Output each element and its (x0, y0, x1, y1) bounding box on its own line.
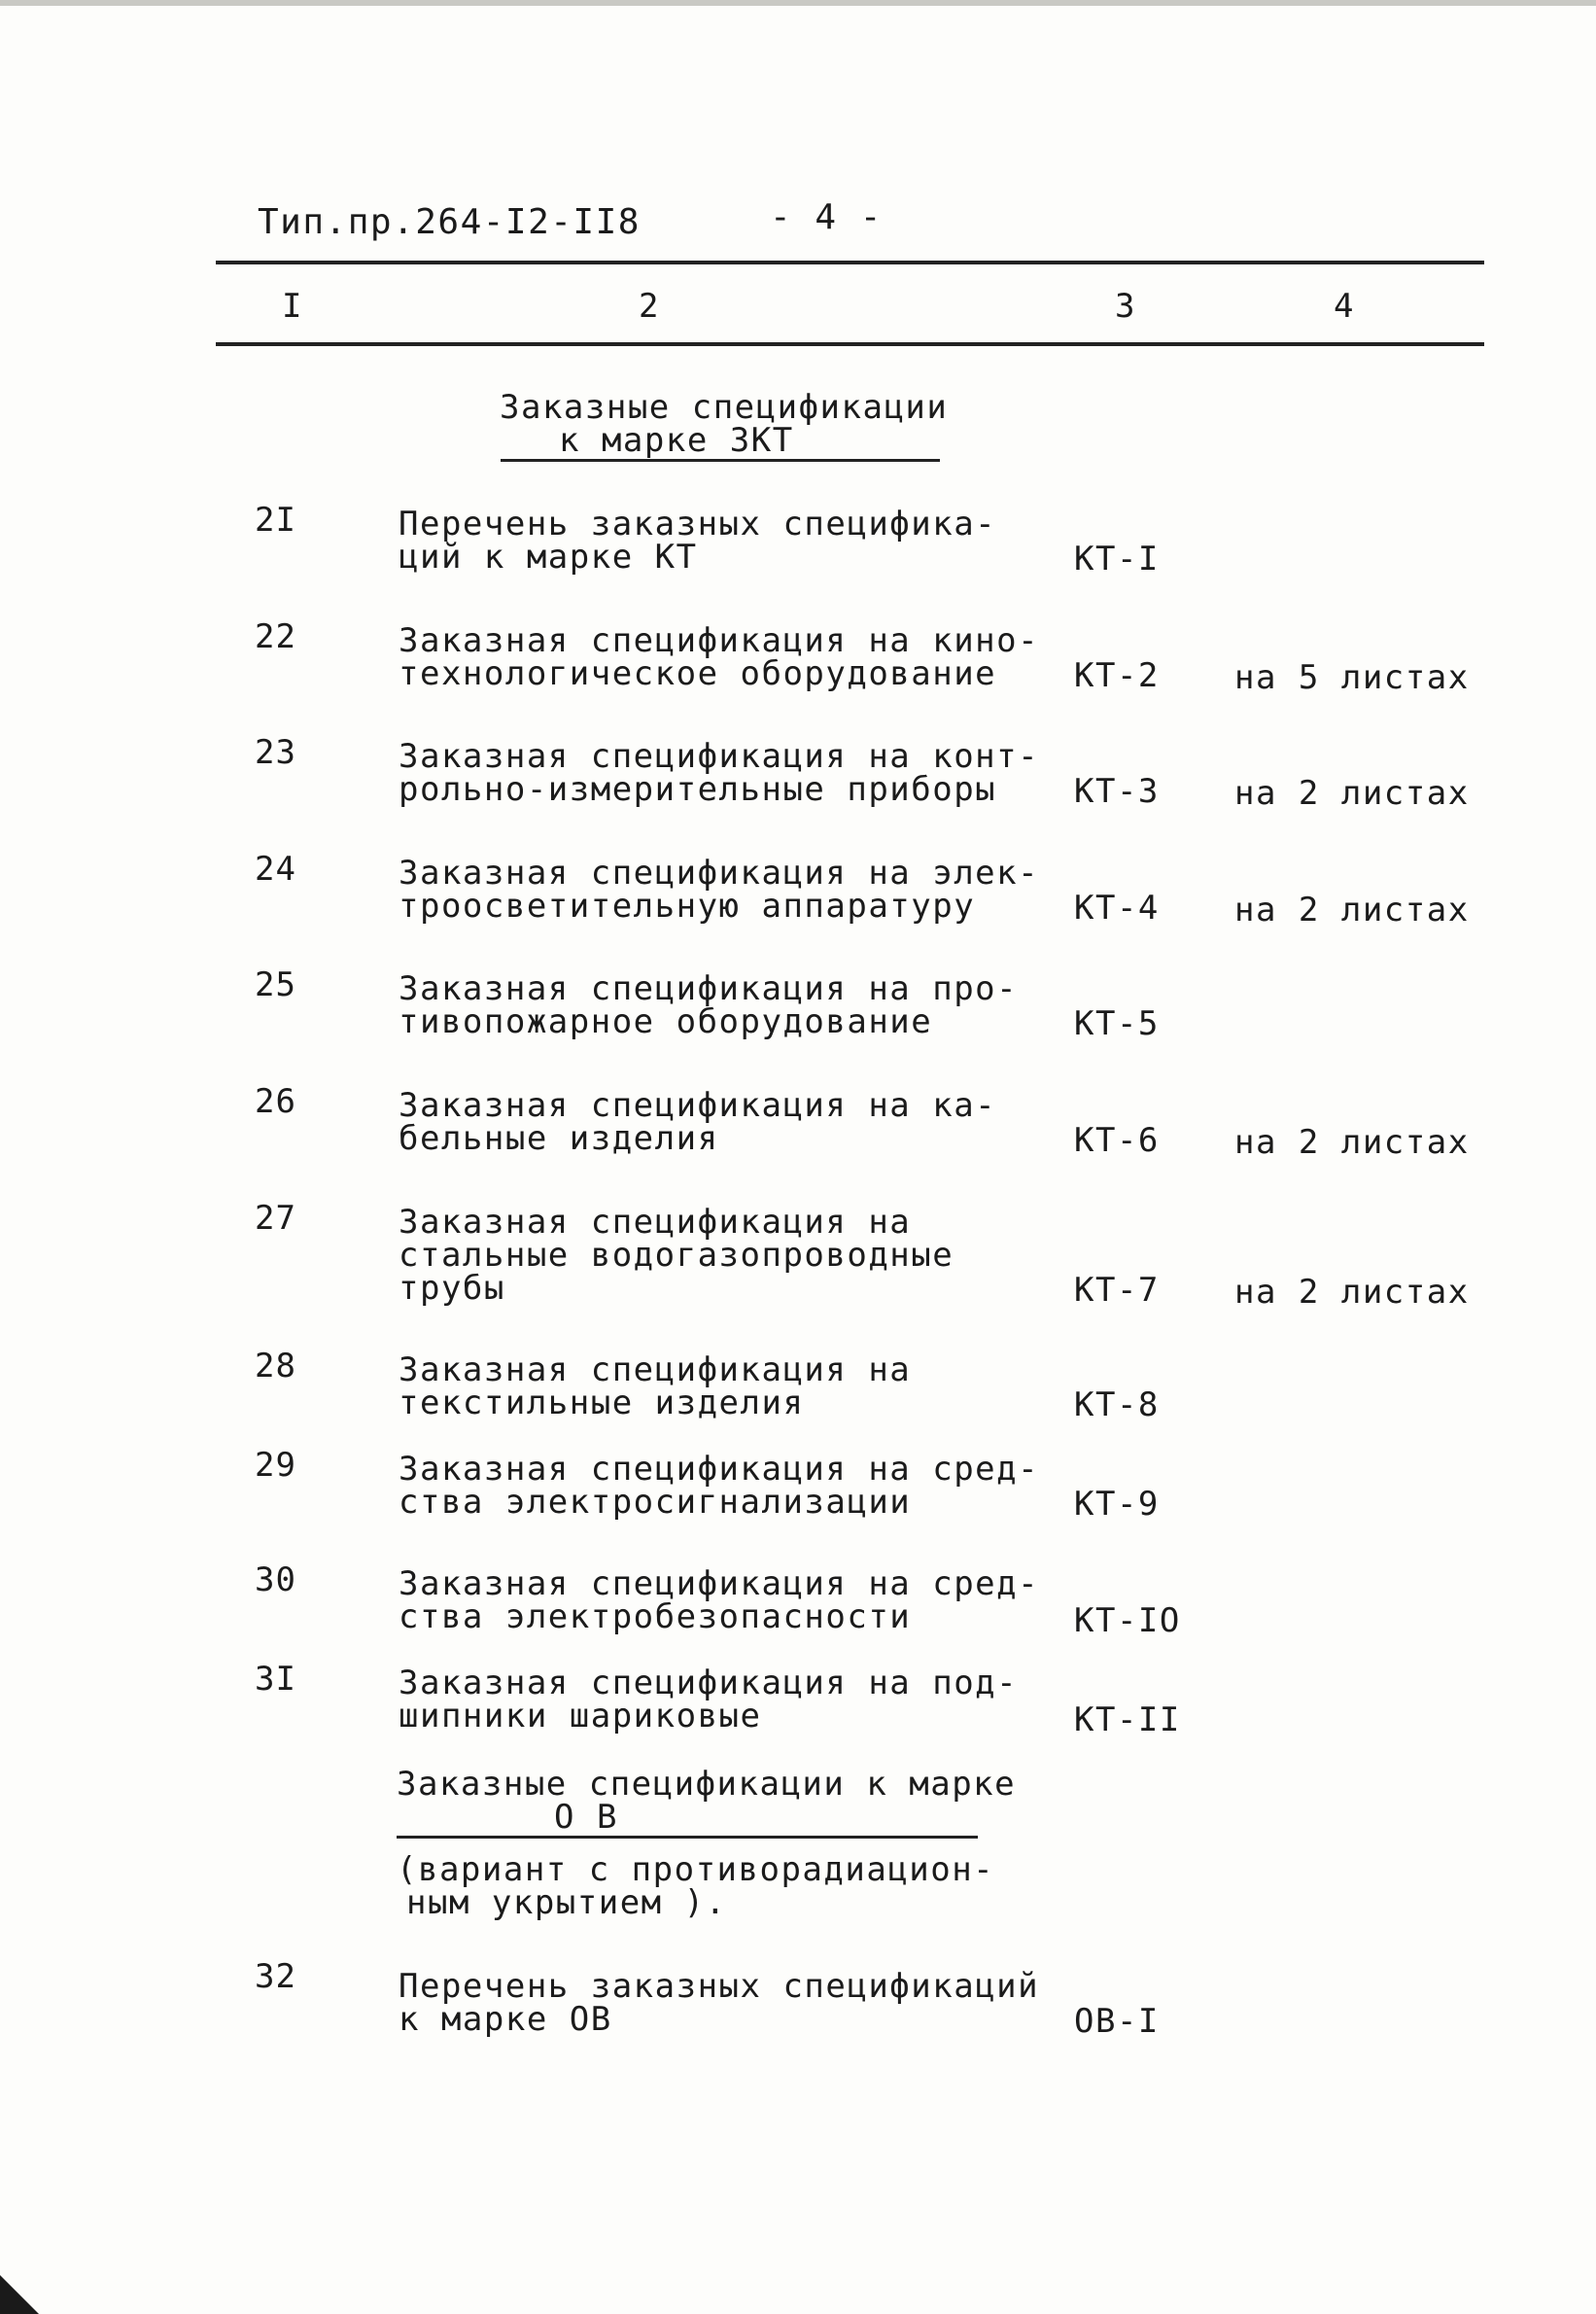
item-code: КТ-3 (1074, 772, 1160, 811)
item-number: 27 (255, 1199, 296, 1238)
item-sheets: на 5 листах (1234, 658, 1470, 697)
item-code: КТ-I (1074, 540, 1160, 578)
item-description-line: Заказная спецификация на про- (399, 969, 1019, 1008)
item-number: 28 (255, 1347, 296, 1385)
item-number: 25 (255, 965, 296, 1004)
item-number: 3I (255, 1660, 296, 1699)
item-description-line: Заказная спецификация на (399, 1203, 912, 1242)
column-2-header: 2 (639, 287, 660, 326)
scan-corner-shadow (0, 2275, 39, 2314)
item-sheets: на 2 листах (1234, 1123, 1470, 1162)
column-3-header: 3 (1115, 287, 1136, 326)
table-header-rule (216, 342, 1484, 346)
item-code: КТ-IO (1074, 1601, 1181, 1640)
item-number: 24 (255, 850, 296, 889)
item-sheets: на 2 листах (1234, 891, 1470, 929)
item-number: 2I (255, 501, 296, 540)
item-description-line: стальные водогазопроводные (399, 1236, 954, 1275)
column-1-header: I (282, 287, 303, 326)
document-reference: Тип.пр.264-I2-II8 (258, 202, 641, 242)
item-code: КТ-6 (1074, 1121, 1160, 1160)
section-ov-note: (вариант с противорадиацион- (397, 1850, 995, 1889)
item-description-line: Заказная спецификация на сред- (399, 1450, 1040, 1489)
item-description-line: рольно-измерительные приборы (399, 770, 997, 809)
item-code: ОВ-I (1074, 2002, 1160, 2041)
column-4-header: 4 (1334, 287, 1355, 326)
scan-top-edge (0, 0, 1596, 6)
item-description-line: Заказная спецификация на элек- (399, 854, 1040, 893)
item-code: КТ-9 (1074, 1485, 1160, 1524)
section-kt-subtitle: к марке ЗКТ (559, 421, 794, 460)
item-sheets: на 2 листах (1234, 1273, 1470, 1312)
section-ov-subtitle: О В (554, 1798, 618, 1837)
section-kt-title: Заказные спецификации (500, 388, 949, 427)
section-ov-title: Заказные спецификации к марке (397, 1765, 1017, 1804)
item-description-line: технологическое оборудование (399, 654, 997, 693)
item-description-line: трубы (399, 1269, 505, 1308)
item-sheets: на 2 листах (1234, 774, 1470, 813)
item-code: КТ-8 (1074, 1385, 1160, 1424)
item-description-line: Перечень заказных спецификa- (399, 505, 997, 543)
item-number: 30 (255, 1560, 296, 1599)
item-number: 32 (255, 1957, 296, 1996)
item-code: КТ-7 (1074, 1271, 1160, 1310)
item-description-line: троосветительную аппаратуру (399, 887, 976, 926)
item-description-line: Заказная спецификация на (399, 1350, 912, 1389)
item-description-line: к марке ОВ (399, 2000, 612, 2039)
section-kt-underline (501, 459, 940, 462)
item-number: 22 (255, 617, 296, 656)
item-description-line: бельные изделия (399, 1119, 719, 1158)
item-code: КТ-4 (1074, 889, 1160, 928)
item-description-line: шипники шариковые (399, 1697, 762, 1736)
item-description-line: Заказная спецификация на ка- (399, 1086, 997, 1125)
section-ov-note: ным укрытием ). (406, 1883, 727, 1922)
item-number: 29 (255, 1446, 296, 1485)
item-description-line: тивопожарное оборудование (399, 1002, 933, 1041)
page-number: - 4 - (770, 197, 883, 237)
item-description-line: Заказная спецификация на кино- (399, 621, 1040, 660)
item-description-line: Заказная спецификация на сред- (399, 1564, 1040, 1603)
item-description-line: Заказная спецификация на под- (399, 1664, 1019, 1702)
item-description-line: ства электросигнализации (399, 1483, 912, 1522)
item-description-line: Перечень заказных спецификаций (399, 1967, 1040, 2006)
item-code: КТ-5 (1074, 1004, 1160, 1043)
item-number: 26 (255, 1082, 296, 1121)
section-ov-underline (397, 1836, 978, 1839)
item-description-line: Заказная спецификация на конт- (399, 737, 1040, 776)
item-code: КТ-2 (1074, 656, 1160, 695)
item-description-line: текстильные изделия (399, 1384, 805, 1422)
table-top-rule (216, 261, 1484, 264)
item-description-line: ства электробезопасности (399, 1597, 912, 1636)
item-description-line: ций к марке КТ (399, 538, 698, 577)
item-code: КТ-II (1074, 1700, 1181, 1739)
item-number: 23 (255, 733, 296, 772)
